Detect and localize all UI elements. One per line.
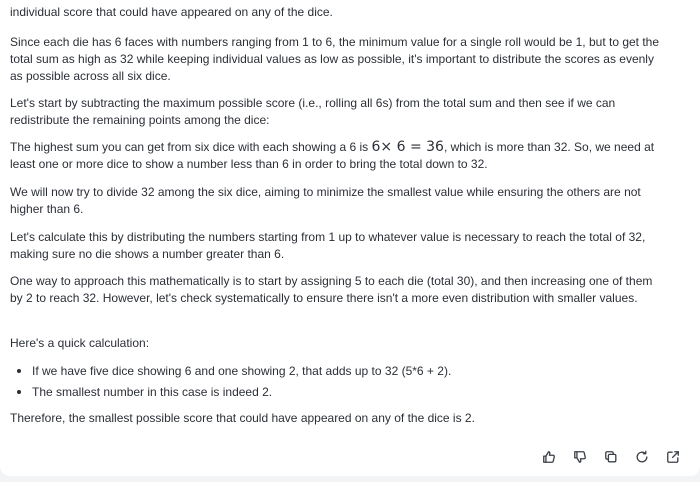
dislike-button[interactable] (567, 447, 592, 467)
message-paragraph (10, 139, 660, 173)
copy-icon (604, 450, 618, 464)
bullet-list (10, 362, 660, 404)
math-expression: 6× 6 = 36 (371, 139, 444, 155)
message-action-toolbar (536, 447, 685, 467)
list-item: • The smallest number in this case is indeed 2. (32, 383, 660, 401)
share-button[interactable] (660, 447, 685, 467)
like-button[interactable] (536, 447, 561, 467)
message-paragraph: Here's a quick calculation: (10, 336, 150, 350)
message-paragraph: Let's start by subtracting the maximum possible score (i.e., rolling all 6s) from the total sum and then see if we can redistribute the remaining points among the dice: (10, 96, 616, 127)
paragraph-text: The highest sum you can get from six dice with each showing a 6 is (10, 140, 372, 154)
message-paragraph: Since each die has 6 faces with numbers ranging from 1 to 6, the minimum value for a single roll would be 1, but to get the total sum as high as 32 while keeping individual values as low as possible, it's important to distribute the scores as evenly as possible across all six dice. (10, 35, 660, 83)
copy-button[interactable] (598, 447, 623, 467)
message-paragraph: We will now try to divide 32 among the six dice, aiming to minimize the smallest value while ensuring the others are not higher than 6. (10, 185, 641, 216)
thumbs-down-icon (573, 450, 587, 464)
regenerate-button[interactable] (629, 447, 654, 467)
thumbs-up-icon (542, 450, 556, 464)
paragraph-text: , which is more than 32. So, we need at least one or more dice to show a number less than 6 in order to bring the total down to 32. (10, 140, 655, 171)
message-paragraph: Therefore, the smallest possible score that could have appeared on any of the dice is 2. (10, 411, 475, 425)
regenerate-icon (635, 450, 649, 464)
message-paragraph: Let's calculate this by distributing the numbers starting from 1 up to whatever value is necessary to reach the total of 32, making sure no die shows a number greater than 6. (10, 230, 646, 261)
message-paragraph: individual score that could have appeared on any of the dice. (10, 5, 333, 19)
list-item: • If we have five dice showing 6 and one showing 2, that adds up to 32 (5*6 + 2). (32, 362, 660, 380)
share-icon (666, 450, 680, 464)
message-paragraph: One way to approach this mathematically is to start by assigning 5 to each die (total 30), and then increasing one of them by 2 to reach 32. However, let's check systematically to ensure there isn't a more even distribution with smaller values. (10, 274, 653, 305)
